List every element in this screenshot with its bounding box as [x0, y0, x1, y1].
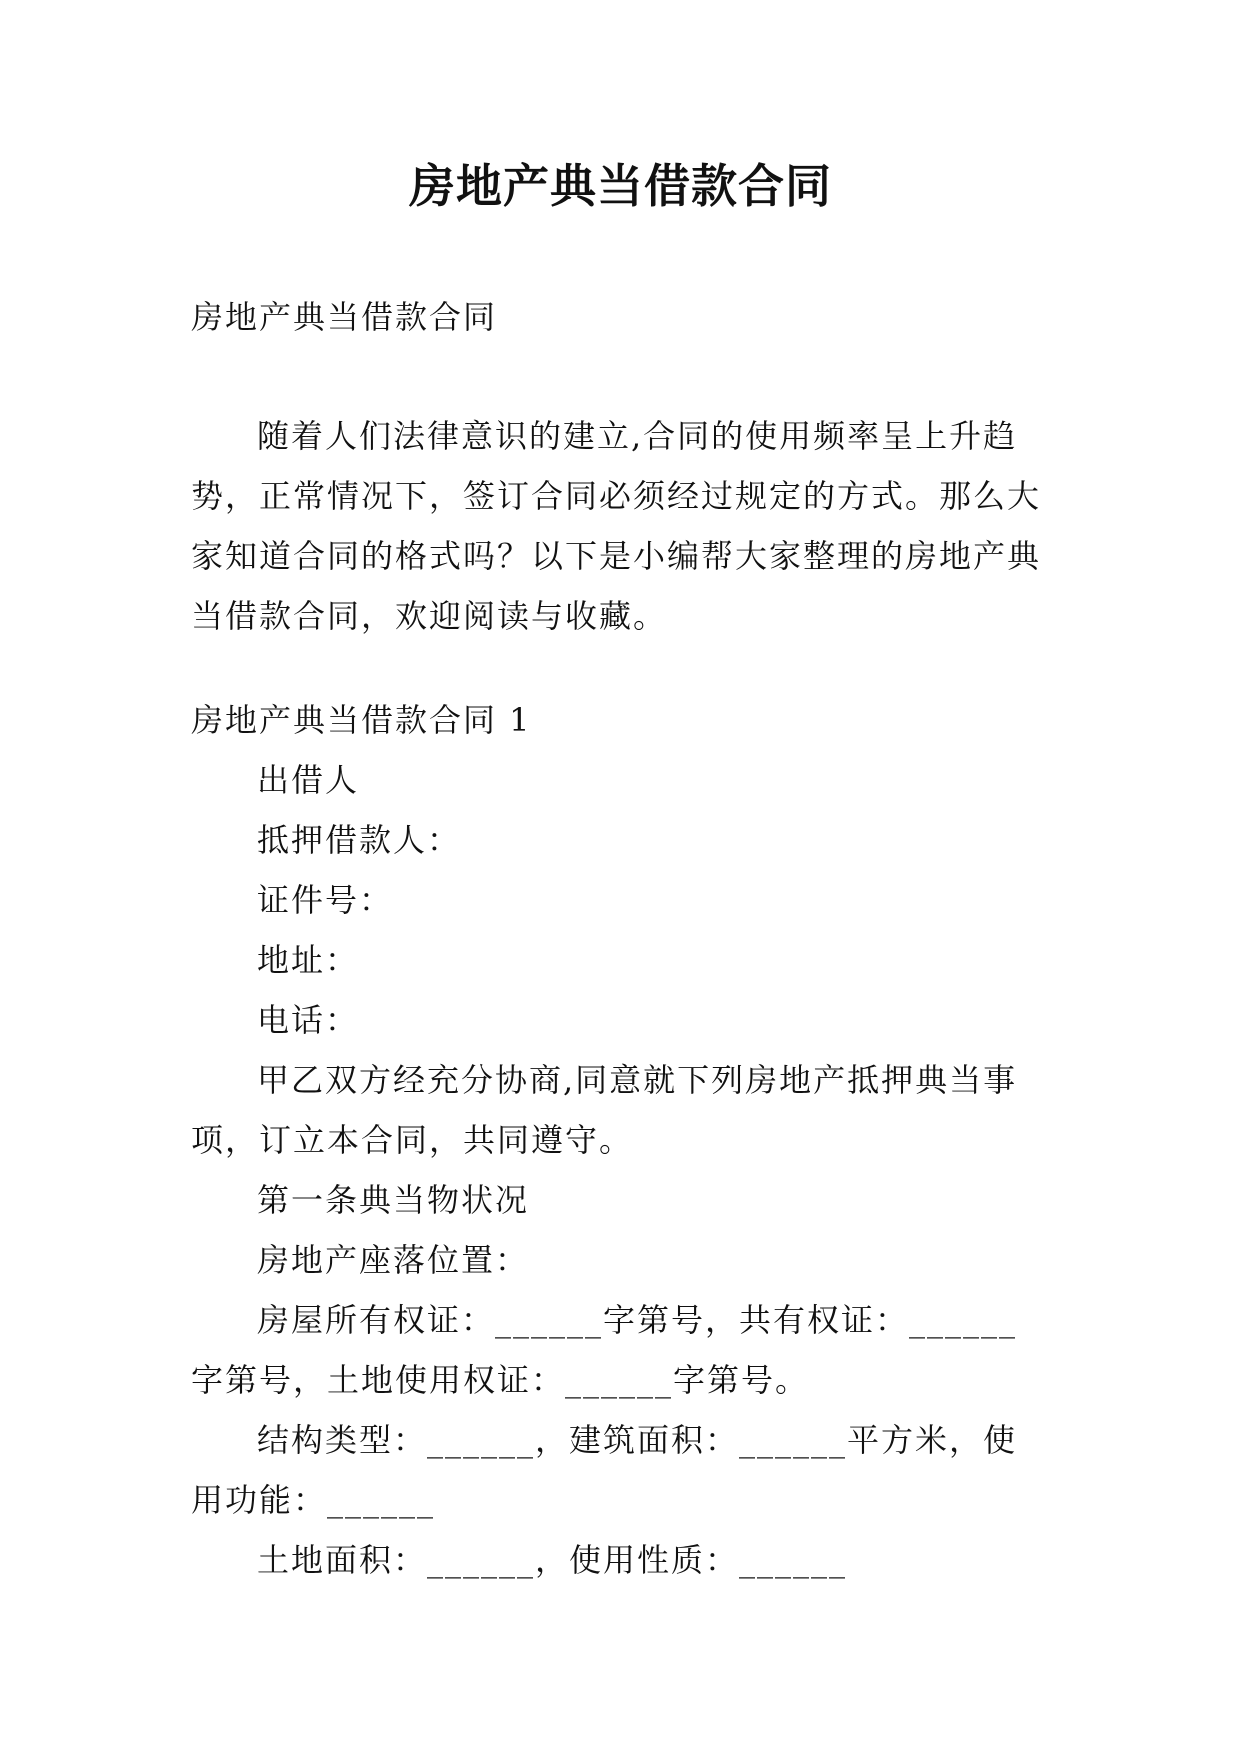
section-heading: 房地产典当借款合同 1: [191, 701, 532, 739]
agreement-paragraph: 甲乙双方经充分协商,同意就下列房地产抵押典当事项，订立本合同，共同遵守。: [191, 1061, 1018, 1159]
document-subtitle: 房地产典当借款合同: [191, 298, 498, 336]
borrower-line: 抵押借款人：: [257, 821, 462, 859]
intro-paragraph: 随着人们法律意识的建立,合同的使用频率呈上升趋势，正常情况下，签订合同必须经过规定的方式。那么大家知道合同的格式吗？以下是小编帮大家整理的房地产典当借款合同，欢迎阅读与收藏。: [191, 417, 1042, 635]
ownership-paragraph: 房屋所有权证：______字第号，共有权证：______字第号，土地使用权证：______字第号。: [191, 1301, 1018, 1399]
structure-paragraph: 结构类型：______，建筑面积：______平方米，使用功能：______: [191, 1421, 1018, 1519]
article-1-heading: 第一条典当物状况: [257, 1181, 530, 1219]
land-line: 土地面积：______，使用性质：______: [257, 1541, 848, 1579]
phone-line: 电话：: [257, 1001, 360, 1039]
document-title: 房地产典当借款合同: [409, 159, 832, 213]
address-line: 地址：: [257, 941, 360, 979]
lender-line: 出借人: [257, 761, 360, 799]
id-number-line: 证件号：: [257, 881, 394, 919]
location-line: 房地产座落位置：: [257, 1241, 530, 1279]
